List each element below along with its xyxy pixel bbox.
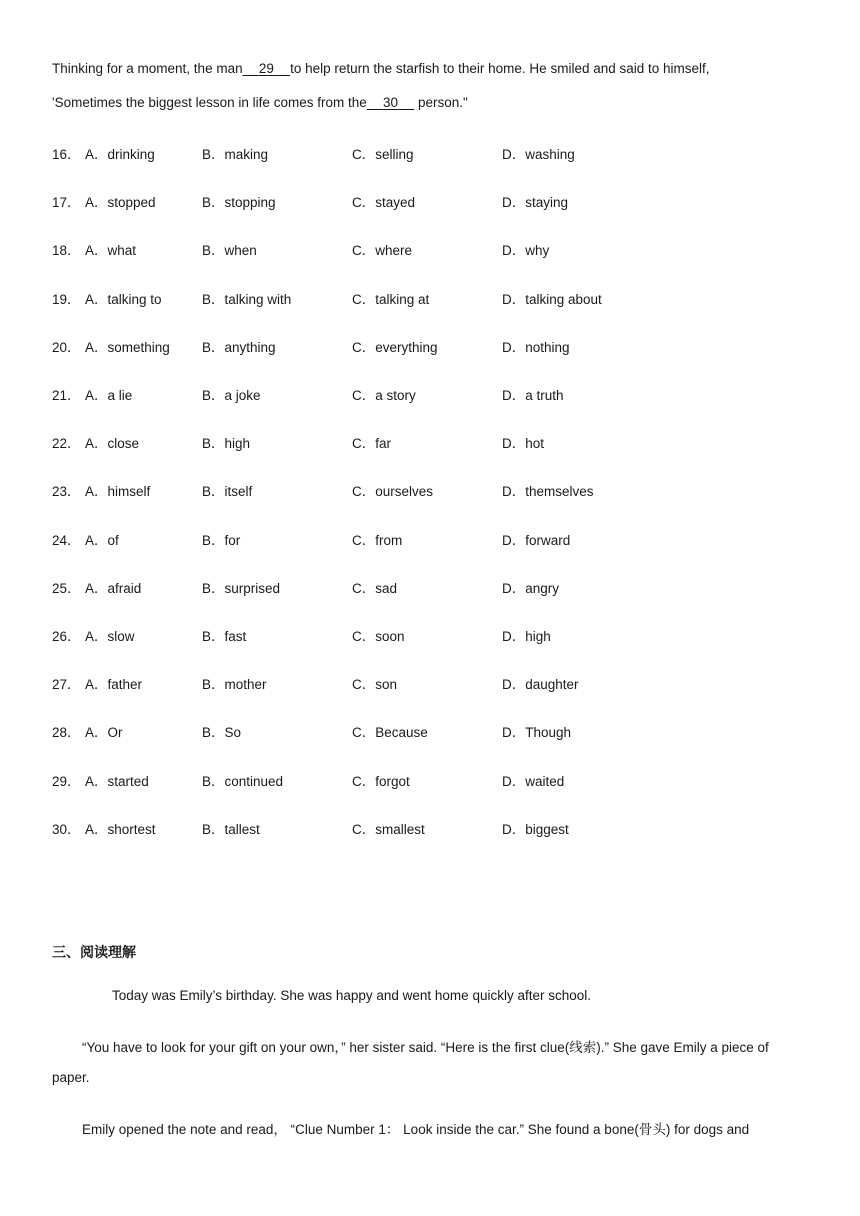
question-number: 22． (52, 436, 81, 451)
option-a[interactable]: A．talking to (85, 292, 162, 307)
question-row (52, 480, 812, 500)
option-b[interactable]: B．So (202, 725, 242, 740)
question-row (52, 673, 812, 693)
option-a[interactable]: A．shortest (85, 822, 156, 837)
chinese-gloss: 骨头 (638, 1122, 666, 1138)
question-row (52, 625, 812, 645)
blank-30 (367, 95, 414, 110)
option-c[interactable]: C．where (352, 243, 413, 258)
option-c[interactable]: C．from (352, 533, 403, 548)
option-c[interactable]: C．ourselves (352, 484, 434, 499)
passage-line-1 (52, 61, 710, 76)
question-row (52, 143, 812, 163)
option-d[interactable]: D．staying (502, 195, 569, 210)
option-d[interactable]: D．themselves (502, 484, 594, 499)
paragraph-text: ) for dogs and (665, 1122, 750, 1137)
option-c[interactable]: C．far (352, 436, 392, 451)
question-number: 16． (52, 147, 81, 162)
option-b[interactable]: B．tallest (202, 822, 260, 837)
option-b[interactable]: B．anything (202, 340, 276, 355)
section-title: 三、阅读理解 (52, 945, 136, 961)
option-c[interactable]: C．sad (352, 581, 398, 596)
paragraph-text: “You have to look for your gift on your own，” her sister said. “Here is the first clue( (82, 1040, 570, 1055)
option-c[interactable]: C．son (352, 677, 398, 692)
passage-line-2 (52, 95, 468, 110)
question-number: 25． (52, 581, 81, 596)
option-b[interactable]: B．a joke (202, 388, 261, 403)
option-c[interactable]: C．talking at (352, 292, 430, 307)
chinese-gloss: 线索 (569, 1040, 597, 1056)
option-b[interactable]: B．talking with (202, 292, 292, 307)
option-c[interactable]: C．stayed (352, 195, 416, 210)
reading-paragraph-2-cont: paper. (52, 1070, 90, 1085)
option-b[interactable]: B．making (202, 147, 269, 162)
paragraph-text: ).” She gave Emily a piece of (596, 1040, 769, 1055)
question-number: 29． (52, 774, 81, 789)
option-a[interactable]: A．stopped (85, 195, 156, 210)
option-d[interactable]: D．washing (502, 147, 575, 162)
question-row (52, 191, 812, 211)
question-number: 26． (52, 629, 81, 644)
question-number: 28． (52, 725, 81, 740)
blank-number: 30 (382, 95, 398, 110)
option-b[interactable]: B．for (202, 533, 241, 548)
option-a[interactable]: A．something (85, 340, 170, 355)
option-a[interactable]: A．started (85, 774, 149, 789)
option-b[interactable]: B．continued (202, 774, 284, 789)
question-row (52, 384, 812, 404)
question-number: 30． (52, 822, 81, 837)
option-c[interactable]: C．everything (352, 340, 438, 355)
option-d[interactable]: D．why (502, 243, 550, 258)
reading-paragraph-3 (82, 1118, 749, 1138)
blank-number: 29 (258, 61, 274, 76)
option-a[interactable]: A．father (85, 677, 143, 692)
question-row (52, 288, 812, 308)
question-number: 18． (52, 243, 81, 258)
option-b[interactable]: B．mother (202, 677, 267, 692)
option-a[interactable]: A．close (85, 436, 140, 451)
option-d[interactable]: D．biggest (502, 822, 569, 837)
question-number: 27． (52, 677, 81, 692)
passage-text: 'Sometimes the biggest lesson in life comes from the (52, 95, 367, 110)
option-d[interactable]: D．nothing (502, 340, 570, 355)
reading-paragraph-1: Today was Emily’s birthday. She was happy and went home quickly after school. (112, 988, 591, 1003)
option-a[interactable]: A．a lie (85, 388, 133, 403)
option-b[interactable]: B．stopping (202, 195, 276, 210)
option-c[interactable]: C．soon (352, 629, 405, 644)
option-c[interactable]: C．a story (352, 388, 416, 403)
question-number: 23． (52, 484, 81, 499)
option-b[interactable]: B．when (202, 243, 257, 258)
paragraph-text: Emily opened the note and read， “Clue Number 1： Look inside the car.” She found a bone( (82, 1122, 639, 1137)
option-d[interactable]: D．hot (502, 436, 545, 451)
option-c[interactable]: C．selling (352, 147, 414, 162)
question-number: 17． (52, 195, 81, 210)
option-d[interactable]: D．waited (502, 774, 565, 789)
question-row (52, 577, 812, 597)
blank-29 (243, 61, 290, 76)
option-d[interactable]: D．high (502, 629, 551, 644)
question-row (52, 770, 812, 790)
question-row (52, 721, 812, 741)
passage-text: person." (414, 95, 468, 110)
question-row (52, 432, 812, 452)
option-a[interactable]: A．slow (85, 629, 135, 644)
question-row (52, 239, 812, 259)
option-d[interactable]: D．a truth (502, 388, 564, 403)
option-a[interactable]: A．of (85, 533, 119, 548)
option-a[interactable]: A．himself (85, 484, 151, 499)
question-row (52, 336, 812, 356)
option-a[interactable]: A．Or (85, 725, 123, 740)
option-d[interactable]: D．forward (502, 533, 571, 548)
option-b[interactable]: B．itself (202, 484, 253, 499)
option-b[interactable]: B．fast (202, 629, 247, 644)
option-a[interactable]: A．what (85, 243, 137, 258)
option-c[interactable]: C．Because (352, 725, 428, 740)
question-number: 20． (52, 340, 81, 355)
passage-text: to help return the starfish to their home. He smiled and said to himself, (290, 61, 710, 76)
passage-text: Thinking for a moment, the man (52, 61, 243, 76)
option-a[interactable]: A．afraid (85, 581, 142, 596)
question-row (52, 818, 812, 838)
option-c[interactable]: C．forgot (352, 774, 410, 789)
question-number: 19． (52, 292, 81, 307)
question-row (52, 529, 812, 549)
option-b[interactable]: B．high (202, 436, 251, 451)
option-d[interactable]: D．angry (502, 581, 560, 596)
question-number: 21． (52, 388, 81, 403)
option-d[interactable]: D．daughter (502, 677, 579, 692)
option-a[interactable]: A．drinking (85, 147, 155, 162)
option-d[interactable]: D．talking about (502, 292, 602, 307)
reading-paragraph-2 (82, 1036, 769, 1056)
question-number: 24． (52, 533, 81, 548)
option-d[interactable]: D．Though (502, 725, 572, 740)
option-c[interactable]: C．smallest (352, 822, 425, 837)
option-b[interactable]: B．surprised (202, 581, 281, 596)
